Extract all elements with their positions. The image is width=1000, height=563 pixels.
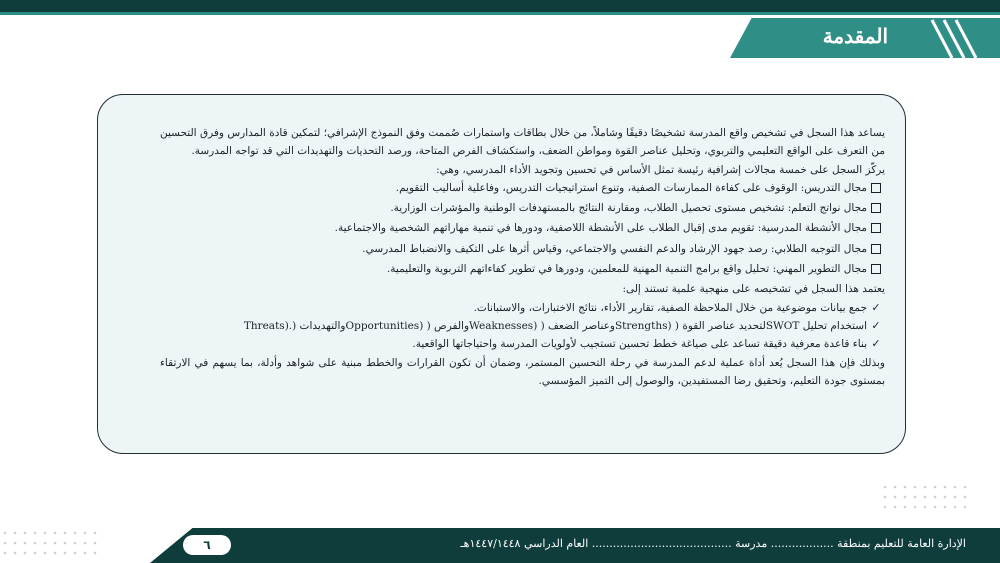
slashes-decoration [910, 16, 990, 62]
domain-item: مجال التدريس: الوقوف على كفاءة الممارسات الصفية، وتنوع استراتيجيات التدريس، وفاعلية أساليب التقويم. [160, 179, 885, 199]
domain-item: مجال التطوير المهني: تحليل واقع برامج التنمية المهنية للمعلمين، ودورها في تطوير كفاءاتهم التربوية والتعليمية. [160, 260, 885, 280]
methodology-item: ✓ استخدام تحليل SWOTلتحديد عناصر القوة ( (Strengthsوعناصر الضعف ( (Weaknessesوالفرص ( (Opportunitiesوالتهديدات (.(Threats [160, 317, 885, 335]
content-body [160, 124, 885, 390]
checkbox-bullet-icon [867, 219, 885, 239]
page-number: ٦ [183, 535, 231, 555]
top-bar-accent [0, 12, 1000, 15]
methodology-item: ✓ بناء قاعدة معرفية دقيقة تساعد على صياغة خطط تحسين تستجيب لأولويات المدرسة واحتياجاتها الواقعية. [160, 335, 885, 353]
methodology-item: ✓ جمع بيانات موضوعية من خلال الملاحظة الصفية، تقارير الأداء، نتائج الاختبارات، والاستبانات. [160, 299, 885, 317]
domain-item: مجال نواتج التعلم: تشخيص مستوى تحصيل الطلاب، ومقارنة النتائج بالمستهدفات الوطنية والمؤشرات الوزارية. [160, 199, 885, 219]
page-title: المقدمة [822, 24, 888, 48]
domain-item: مجال التوجيه الطلابي: رصد جهود الإرشاد والدعم النفسي والاجتماعي، وقياس أثرها على التكيف والانضباط المدرسي. [160, 240, 885, 260]
footer-text: الإدارة العامة للتعليم بمنطقة .................. مدرسة ........................................ العام الدراسي ١٤٤٧/١٤٤٨هـ [460, 537, 966, 550]
checkmark-icon: ✓ [871, 337, 881, 351]
intro-paragraph: يساعد هذا السجل في تشخيص واقع المدرسة تشخيصًا دقيقًا وشاملاً، من خلال بطاقات واستمارات صُممت وفق النموذج الإشرافي؛ لتمكين قادة المدارس وفرق التحسين من التعرف على الواقع التعليمي والتربوي، وتحليل عناصر القوة ومواطن الضعف، واستكشاف الفرص المتاحة، ورصد التحديات والتهديدات التي قد تواجه المدرسة. [160, 127, 885, 158]
checkbox-bullet-icon [867, 179, 885, 199]
checkbox-bullet-icon [867, 240, 885, 260]
checkbox-bullet-icon [867, 199, 885, 219]
domains-intro: يركّز السجل على خمسة مجالات إشرافية رئيسة تمثل الأساس في تحسين وتجويد الأداء المدرسي، وهي: [436, 163, 885, 176]
domain-item: مجال الأنشطة المدرسية: تقويم مدى إقبال الطلاب على الأنشطة اللاصفية، ودورها في تنمية مهاراتهم الشخصية والاجتماعية. [160, 219, 885, 239]
dot-pattern-decoration [0, 528, 100, 558]
conclusion-paragraph: وبذلك فإن هذا السجل يُعد أداة عملية لدعم المدرسة في رحلة التحسين المستمر، وضمان أن تكون القرارات والخطط مبنية على شواهد وأدلة، بما يسهم في الارتقاء بمستوى جودة التعليم، وتحقيق رضا المستفيدين، والوصول إلى التميز المؤسسي. [160, 356, 885, 387]
checkmark-icon: ✓ [871, 318, 881, 332]
methodology-intro: يعتمد هذا السجل في تشخيصه على منهجية علمية تستند إلى: [622, 283, 885, 296]
top-bar [0, 0, 1000, 12]
checkbox-bullet-icon [867, 260, 885, 280]
dot-pattern-decoration [880, 482, 970, 512]
checkmark-icon: ✓ [871, 300, 881, 314]
